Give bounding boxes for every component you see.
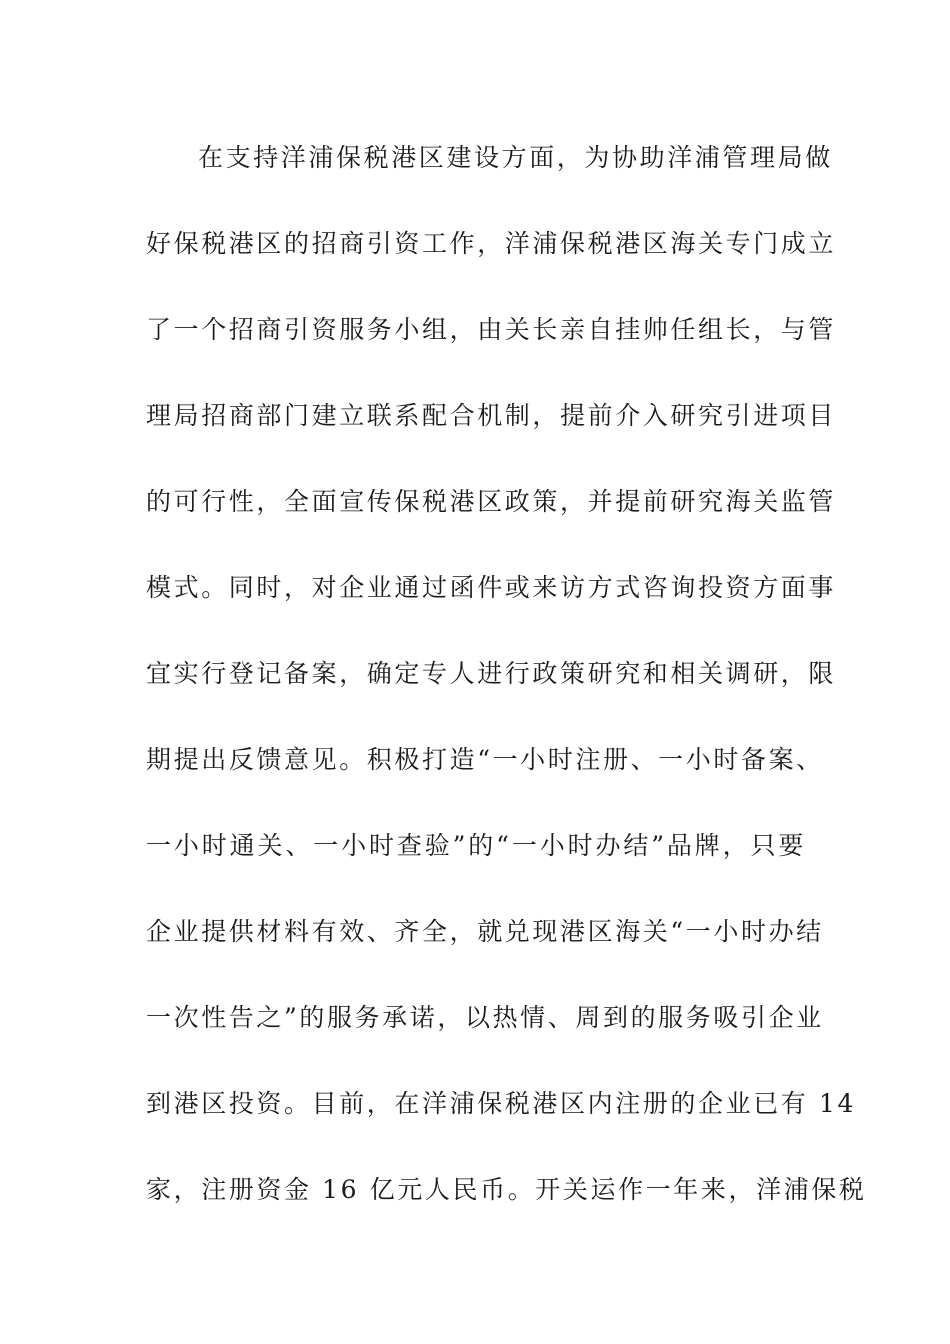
paragraph-line-6: 模式。同时，对企业通过函件或来访方式咨询投资方面事 [146,573,837,602]
paragraph-line-13: 家，注册资金 16 亿元人民币。开关运作一年来，洋浦保税 [146,1175,867,1204]
paragraph-line-12: 到港区投资。目前，在洋浦保税港区内注册的企业已有 14 [146,1089,856,1118]
paragraph-line-8: 期提出反馈意见。积极打造“一小时注册、一小时备案、 [146,745,824,774]
paragraph-line-11: 一次性告之”的服务承诺，以热情、周到的服务吸引企业 [146,1003,824,1032]
paragraph-line-3: 了一个招商引资服务小组，由关长亲自挂帅任组长，与管 [146,315,837,344]
paragraph-line-5: 的可行性，全面宣传保税港区政策，并提前研究海关监管 [146,487,837,516]
paragraph-line-4: 理局招商部门建立联系配合机制，提前介入研究引进项目 [146,401,837,430]
paragraph-line-10: 企业提供材料有效、齐全，就兑现港区海关“一小时办结 [146,917,824,946]
paragraph-line-7: 宜实行登记备案，确定专人进行政策研究和相关调研，限 [146,659,837,688]
paragraph-line-2: 好保税港区的招商引资工作，洋浦保税港区海关专门成立 [146,229,837,258]
paragraph-line-9: 一小时通关、一小时查验”的“一小时办结”品牌，只要 [146,831,806,860]
paragraph-line-1: 在支持洋浦保税港区建设方面，为协助洋浦管理局做 [198,143,833,172]
